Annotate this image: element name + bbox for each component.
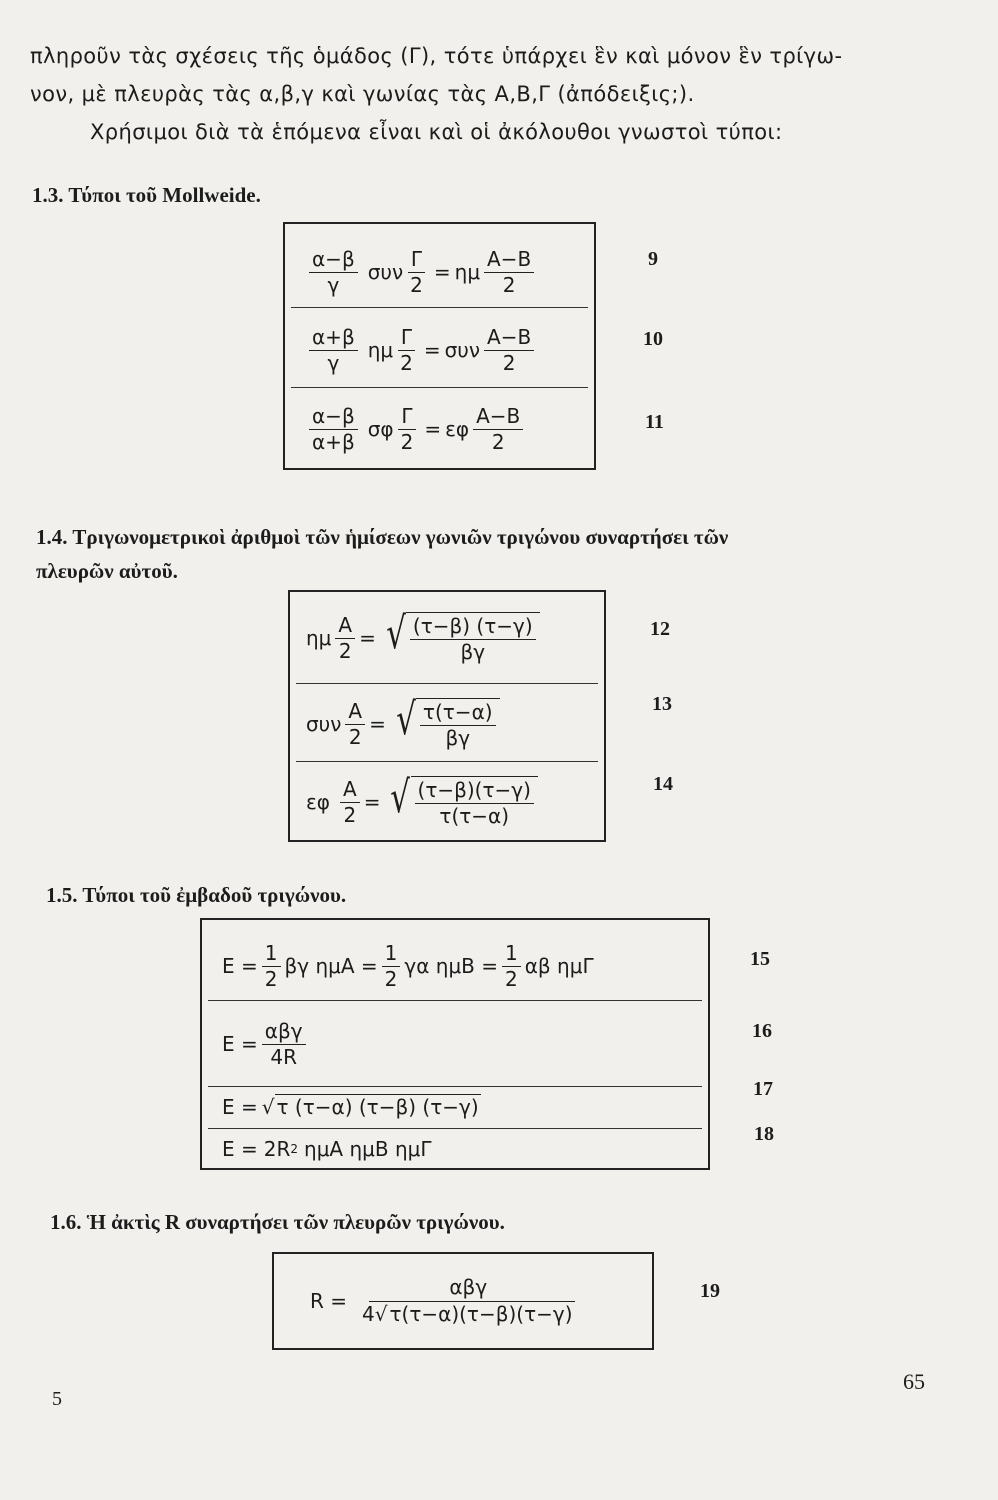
divider [208, 1000, 702, 1001]
formula-19: R = $\frac{\text{αβγ}}{4√ \tau(\tau-\alpha)(\tau-\beta)(\tau-\gamma)}$ [310, 1275, 573, 1326]
equation-number-9: 9 [648, 248, 658, 270]
intro-line-3: Χρήσιμοι διὰ τὰ ἑπόμενα εἶναι καὶ οἱ ἀκόλουθοι γνωστοὶ τύποι: [90, 120, 783, 144]
equation-number-11: 11 [645, 411, 664, 433]
formula-17: Ε = √ τ (τ−α) (τ−β) (τ−γ) [222, 1095, 479, 1119]
divider [291, 307, 588, 308]
equation-number-10: 10 [643, 328, 663, 350]
formula-9: $\frac{\alpha-\beta}{\gamma}$ συν $\frac{\Gamma}{2}$ = ημ $\frac{A-B}{2}$ [285, 232, 594, 312]
signature-mark: 5 [52, 1388, 62, 1410]
circumradius-formula-box [272, 1252, 654, 1350]
equation-number-15: 15 [750, 948, 770, 970]
formula-12: ημ $\frac{A}{2}$ = √ $\frac{(\tau-\beta) (\tau-\gamma)}{\beta\gamma}$ [290, 598, 604, 678]
formula-14: εφ $\frac{A}{2}$ = √ $\frac{(\tau-\beta)(\tau-\gamma)}{\tau(\tau-\alpha)}$ [290, 765, 604, 839]
section-heading-1-4-cont: πλευρῶν αὐτοῦ. [36, 559, 178, 583]
half-angle-formula-box [288, 590, 606, 842]
equation-number-19: 19 [700, 1280, 720, 1302]
area-formula-box [200, 918, 710, 1170]
formula-18: Ε = 2R 2 ημΑ ημΒ ημΓ [222, 1137, 432, 1161]
section-heading-1-5: 1.5. Τύποι τοῦ ἐμβαδοῦ τριγώνου. [46, 883, 347, 907]
equation-number-17: 17 [753, 1078, 773, 1100]
section-heading-1-6: 1.6. Ἡ ἀκτὶς R συναρτήσει τῶν πλευρῶν τριγώνου. [50, 1210, 505, 1234]
intro-line-2: νον, μὲ πλευρὰς τὰς α,β,γ καὶ γωνίας τὰς Α,Β,Γ (ἀπόδειξις;). [30, 82, 695, 106]
equation-number-12: 12 [650, 618, 670, 640]
equation-number-16: 16 [752, 1020, 772, 1042]
section-heading-1-3: 1.3. Τύποι τοῦ Mollweide. [32, 183, 261, 207]
section-heading-1-4: 1.4. Τριγωνομετρικοὶ ἀριθμοὶ τῶν ἡμίσεων γωνιῶν τριγώνου συναρτήσει τῶν [36, 525, 729, 549]
page-number: 65 [903, 1369, 925, 1394]
equation-number-18: 18 [754, 1123, 774, 1145]
intro-line-1: πληροῦν τὰς σχέσεις τῆς ὁμάδος (Γ), τότε ὑπάρχει ἓν καὶ μόνον ἓν τρίγω- [30, 44, 843, 68]
equation-number-13: 13 [652, 693, 672, 715]
formula-16: Ε = $\frac{\text{αβγ}}{4R}$ [202, 1002, 708, 1086]
divider [296, 761, 598, 762]
divider [208, 1086, 702, 1087]
mollweide-formula-box [283, 222, 596, 470]
divider [208, 1128, 702, 1129]
formula-10: $\frac{\alpha+\beta}{\gamma}$ ημ $\frac{\Gamma}{2}$ = συν $\frac{A-B}{2}$ [285, 312, 594, 388]
formula-11: $\frac{\alpha-\beta}{\alpha+\beta}$ σφ $\frac{\Gamma}{2}$ = εφ $\frac{A-B}{2}$ [285, 392, 594, 466]
divider [291, 387, 588, 388]
formula-15: Ε = $\frac{1}{2}$ βγ ημΑ = $\frac{1}{2}$ γα ημΒ = $\frac{1}{2}$ αβ ημΓ [222, 940, 594, 991]
divider [296, 683, 598, 684]
formula-13: συν $\frac{A}{2}$ = √ $\frac{\tau(\tau-\alpha)}{\beta\gamma}$ [290, 687, 604, 761]
equation-number-14: 14 [653, 773, 673, 795]
